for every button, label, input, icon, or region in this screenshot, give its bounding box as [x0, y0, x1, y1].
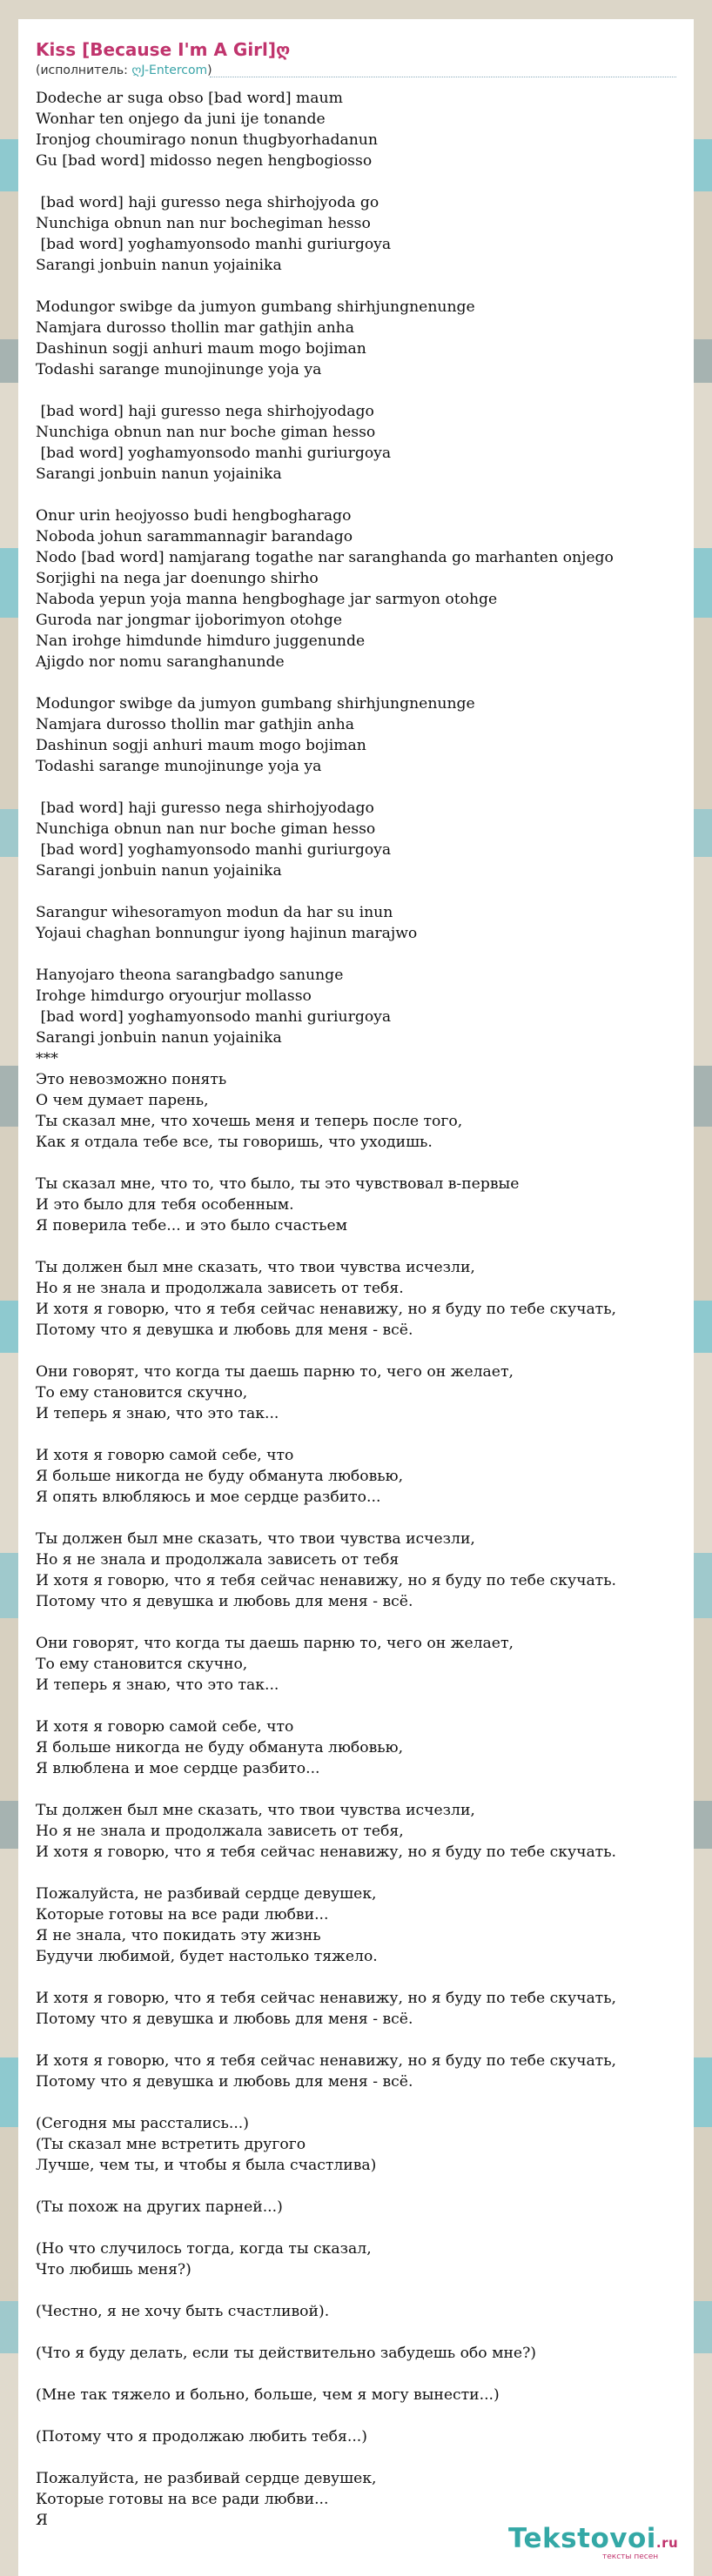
lyric-line: И хотя я говорю самой себе, что [36, 1447, 294, 1464]
lyric-line: Ты сказал мне, что то, что было, ты это чувствовал в-первые [36, 1175, 520, 1193]
artist-suffix: ) [207, 64, 212, 77]
song-header [36, 38, 676, 78]
lyric-line: Namjara durosso thollin mar gathjin anha [36, 716, 354, 733]
lyric-line: Yojaui chaghan bonnungur iyong hajinun marajwo [36, 925, 418, 942]
stanza-break [36, 1696, 694, 1716]
lyric-line: Будучи любимой, будет настолько тяжело. [36, 1948, 378, 1965]
stanza-break [36, 1967, 694, 1988]
stanza-break [36, 2218, 694, 2238]
stanza-break [36, 485, 694, 505]
lyrics-text [36, 88, 694, 2531]
site-logo[interactable] [508, 2523, 691, 2572]
stanza-break [36, 2405, 694, 2426]
lyric-line: Sarangi jonbuin nanun yojainika [36, 862, 282, 880]
lyric-line: Я больше никогда не буду обманута любовью, [36, 1739, 404, 1756]
stanza-break [36, 1236, 694, 1257]
logo-tagline: тексты песен [602, 2553, 659, 2561]
lyric-line: Но я не знала и продолжала зависеть от тебя. [36, 1280, 404, 1297]
stanza-break [36, 777, 694, 798]
lyric-line: (Потому что я продолжаю любить тебя...) [36, 2428, 367, 2446]
lyric-line: Потому что я девушка и любовь для меня - всё. [36, 2011, 413, 2028]
lyric-line: [bad word] yoghamyonsodo manhi guriurgoya [36, 445, 392, 462]
logo-name: Tekstovoi [508, 2523, 656, 2554]
lyric-line: Naboda yepun yoja manna hengboghage jar sarmyon otohge [36, 591, 498, 608]
song-title: Kiss [Because I'm A Girl]ღ [36, 39, 291, 60]
artist-link[interactable]: ღJ-Entercom [131, 64, 208, 77]
lyric-line: Namjara durosso thollin mar gathjin anha [36, 319, 354, 337]
lyric-line: Ты должен был мне сказать, что твои чувства исчезли, [36, 1530, 475, 1548]
lyric-line: И хотя я говорю, что я тебя сейчас ненавижу, но я буду по тебе скучать. [36, 1843, 617, 1861]
stanza-break [36, 276, 694, 297]
lyric-line: Onur urin heojyosso budi hengbogharago [36, 507, 352, 525]
lyric-line: Gu [bad word] midosso negen hengbogiosso [36, 152, 373, 170]
lyric-line: Noboda johun sarammannagir barandago [36, 528, 353, 545]
stanza-break [36, 672, 694, 693]
stanza-break [36, 2447, 694, 2468]
lyric-line: И теперь я знаю, что это так... [36, 1676, 279, 1694]
lyric-line: Я [36, 2512, 48, 2529]
lyric-line: Sarangi jonbuin nanun yojainika [36, 1029, 282, 1047]
lyric-line: [bad word] haji guresso nega shirhojyoda go [36, 194, 380, 211]
stanza-break [36, 2176, 694, 2197]
lyric-line: (Ты похож на других парней...) [36, 2198, 283, 2216]
lyric-line: Sarangur wihesoramyon modun da har su inun [36, 904, 393, 921]
lyric-line: То ему становится скучно, [36, 1384, 248, 1402]
lyric-line: То ему становится скучно, [36, 1656, 248, 1673]
lyric-line: Но я не знала и продолжала зависеть от тебя, [36, 1823, 404, 1840]
lyric-line: (Ты сказал мне встретить другого [36, 2136, 306, 2153]
lyrics-card [18, 19, 694, 2576]
lyric-line: Nodo [bad word] namjarang togathe nar saranghanda go marhanten onjego [36, 549, 614, 566]
lyric-line: Но я не знала и продолжала зависеть от тебя [36, 1551, 400, 1569]
lyric-line: Sarangi jonbuin nanun yojainika [36, 465, 282, 483]
lyric-line: Modungor swibge da jumyon gumbang shirhjungnenunge [36, 298, 475, 316]
lyric-line: [bad word] haji guresso nega shirhojyodago [36, 403, 374, 420]
lyric-line: (Но что случилось тогда, когда ты сказал, [36, 2240, 372, 2258]
lyric-line: Я влюблена и мое сердце разбито... [36, 1760, 320, 1777]
stanza-break [36, 1779, 694, 1800]
lyric-line: Как я отдала тебе все, ты говоришь, что уходишь. [36, 1134, 433, 1151]
lyric-line: И это было для тебя особенным. [36, 1196, 294, 1214]
lyric-line: Что любишь меня?) [36, 2261, 191, 2278]
lyric-line: Я поверила тебе... и это было счастьем [36, 1217, 348, 1234]
lyric-line: Это невозможно понять [36, 1071, 227, 1088]
lyric-line: Sorjighi na nega jar doenungo shirho [36, 570, 319, 587]
stanza-break [36, 2364, 694, 2385]
lyric-line: И хотя я говорю, что я тебя сейчас ненавижу, но я буду по тебе скучать, [36, 2052, 617, 2070]
lyric-line: И хотя я говорю самой себе, что [36, 1718, 294, 1736]
lyric-line: Я не знала, что покидать эту жизнь [36, 1927, 321, 1944]
lyric-line: (Мне так тяжело и больно, больше, чем я могу вынести...) [36, 2386, 500, 2404]
lyric-line: Irohge himdurgo oryourjur mollasso [36, 987, 312, 1005]
lyric-line: Потому что я девушка и любовь для меня - всё. [36, 1321, 413, 1339]
lyric-line: *** [36, 1050, 58, 1067]
lyric-line: И теперь я знаю, что это так... [36, 1405, 279, 1422]
lyric-line: [bad word] haji guresso nega shirhojyodago [36, 800, 374, 817]
artist-prefix: (исполнитель: [36, 64, 132, 77]
stanza-break [36, 1341, 694, 1362]
lyric-line: Nunchiga obnun nan nur bochegiman hesso [36, 215, 371, 232]
lyric-line: Wonhar ten onjego da juni ije tonande [36, 110, 326, 128]
lyric-line: [bad word] yoghamyonsodo manhi guriurgoya [36, 1008, 392, 1026]
lyric-line: Dashinun sogji anhuri maum mogo bojiman [36, 340, 366, 358]
lyric-line: И хотя я говорю, что я тебя сейчас ненавижу, но я буду по тебе скучать, [36, 1301, 617, 1318]
stanza-break [36, 2030, 694, 2051]
lyric-line: Todashi sarange munojinunge yoja ya [36, 361, 322, 378]
lyric-line: Dashinun sogji anhuri maum mogo bojiman [36, 737, 366, 754]
lyric-line: Они говорят, что когда ты даешь парню то, чего он желает, [36, 1363, 514, 1381]
stanza-break [36, 171, 694, 192]
lyric-line: (Что я буду делать, если ты действительно забудешь обо мне?) [36, 2345, 536, 2362]
lyric-line: Ajigdo nor nomu saranghanunde [36, 653, 285, 671]
lyric-line: Sarangi jonbuin nanun yojainika [36, 257, 282, 274]
lyric-line: Ты сказал мне, что хочешь меня и теперь после того, [36, 1113, 463, 1130]
stanza-break [36, 2092, 694, 2113]
lyric-line: Потому что я девушка и любовь для меня - всё. [36, 1593, 413, 1610]
lyric-line: Modungor swibge da jumyon gumbang shirhjungnenunge [36, 695, 475, 713]
lyric-line: Hanyojaro theona sarangbadgo sanunge [36, 967, 344, 984]
stanza-break [36, 2280, 694, 2301]
lyric-line: (Честно, я не хочу быть счастливой). [36, 2303, 330, 2320]
lyric-line: Они говорят, что когда ты даешь парню то, чего он желает, [36, 1635, 514, 1652]
lyric-line: Которые готовы на все ради любви... [36, 1906, 329, 1924]
lyric-line: Nunchiga obnun nan nur boche giman hesso [36, 820, 376, 838]
lyric-line: Nan irohge himdunde himduro juggenunde [36, 632, 366, 650]
stanza-break [36, 944, 694, 965]
stanza-break [36, 881, 694, 902]
lyric-line: [bad word] yoghamyonsodo manhi guriurgoya [36, 236, 392, 253]
stanza-break [36, 1424, 694, 1445]
lyric-line: [bad word] yoghamyonsodo manhi guriurgoya [36, 841, 392, 859]
stanza-break [36, 1153, 694, 1174]
lyric-line: Я опять влюбляюсь и мое сердце разбито... [36, 1489, 381, 1506]
lyric-line: Пожалуйста, не разбивай сердце девушек, [36, 1885, 377, 1903]
logo-wordmark [508, 2523, 691, 2559]
lyric-line: Я больше никогда не буду обманута любовью, [36, 1468, 404, 1485]
lyric-line: Nunchiga obnun nan nur boche giman hesso [36, 424, 376, 441]
stanza-break [36, 1508, 694, 1529]
lyric-line: Guroda nar jongmar ijoborimyon otohge [36, 612, 343, 629]
lyric-line: И хотя я говорю, что я тебя сейчас ненавижу, но я буду по тебе скучать, [36, 1990, 617, 2007]
lyric-line: О чем думает парень, [36, 1092, 209, 1109]
lyric-line: Todashi sarange munojinunge yoja ya [36, 758, 322, 775]
lyric-line: Ты должен был мне сказать, что твои чувства исчезли, [36, 1802, 475, 1819]
stanza-break [36, 2322, 694, 2343]
stanza-break [36, 380, 694, 401]
lyric-line: Потому что я девушка и любовь для меня - всё. [36, 2073, 413, 2091]
stanza-break [36, 1612, 694, 1633]
lyric-line: Пожалуйста, не разбивай сердце девушек, [36, 2470, 377, 2487]
lyric-line: И хотя я говорю, что я тебя сейчас ненавижу, но я буду по тебе скучать. [36, 1572, 617, 1589]
stanza-break [36, 1863, 694, 1883]
lyric-line: Ты должен был мне сказать, что твои чувства исчезли, [36, 1259, 475, 1276]
lyric-line: Dodeche ar suga obso [bad word] maum [36, 90, 343, 107]
lyric-line: (Сегодня мы расстались...) [36, 2115, 249, 2132]
lyric-line: Ironjog choumirago nonun thugbyorhadanun [36, 131, 378, 149]
lyric-line: Лучше, чем ты, и чтобы я была счастлива) [36, 2157, 377, 2174]
lyric-line: Которые готовы на все ради любви... [36, 2491, 329, 2508]
logo-suffix: .ru [655, 2535, 679, 2551]
